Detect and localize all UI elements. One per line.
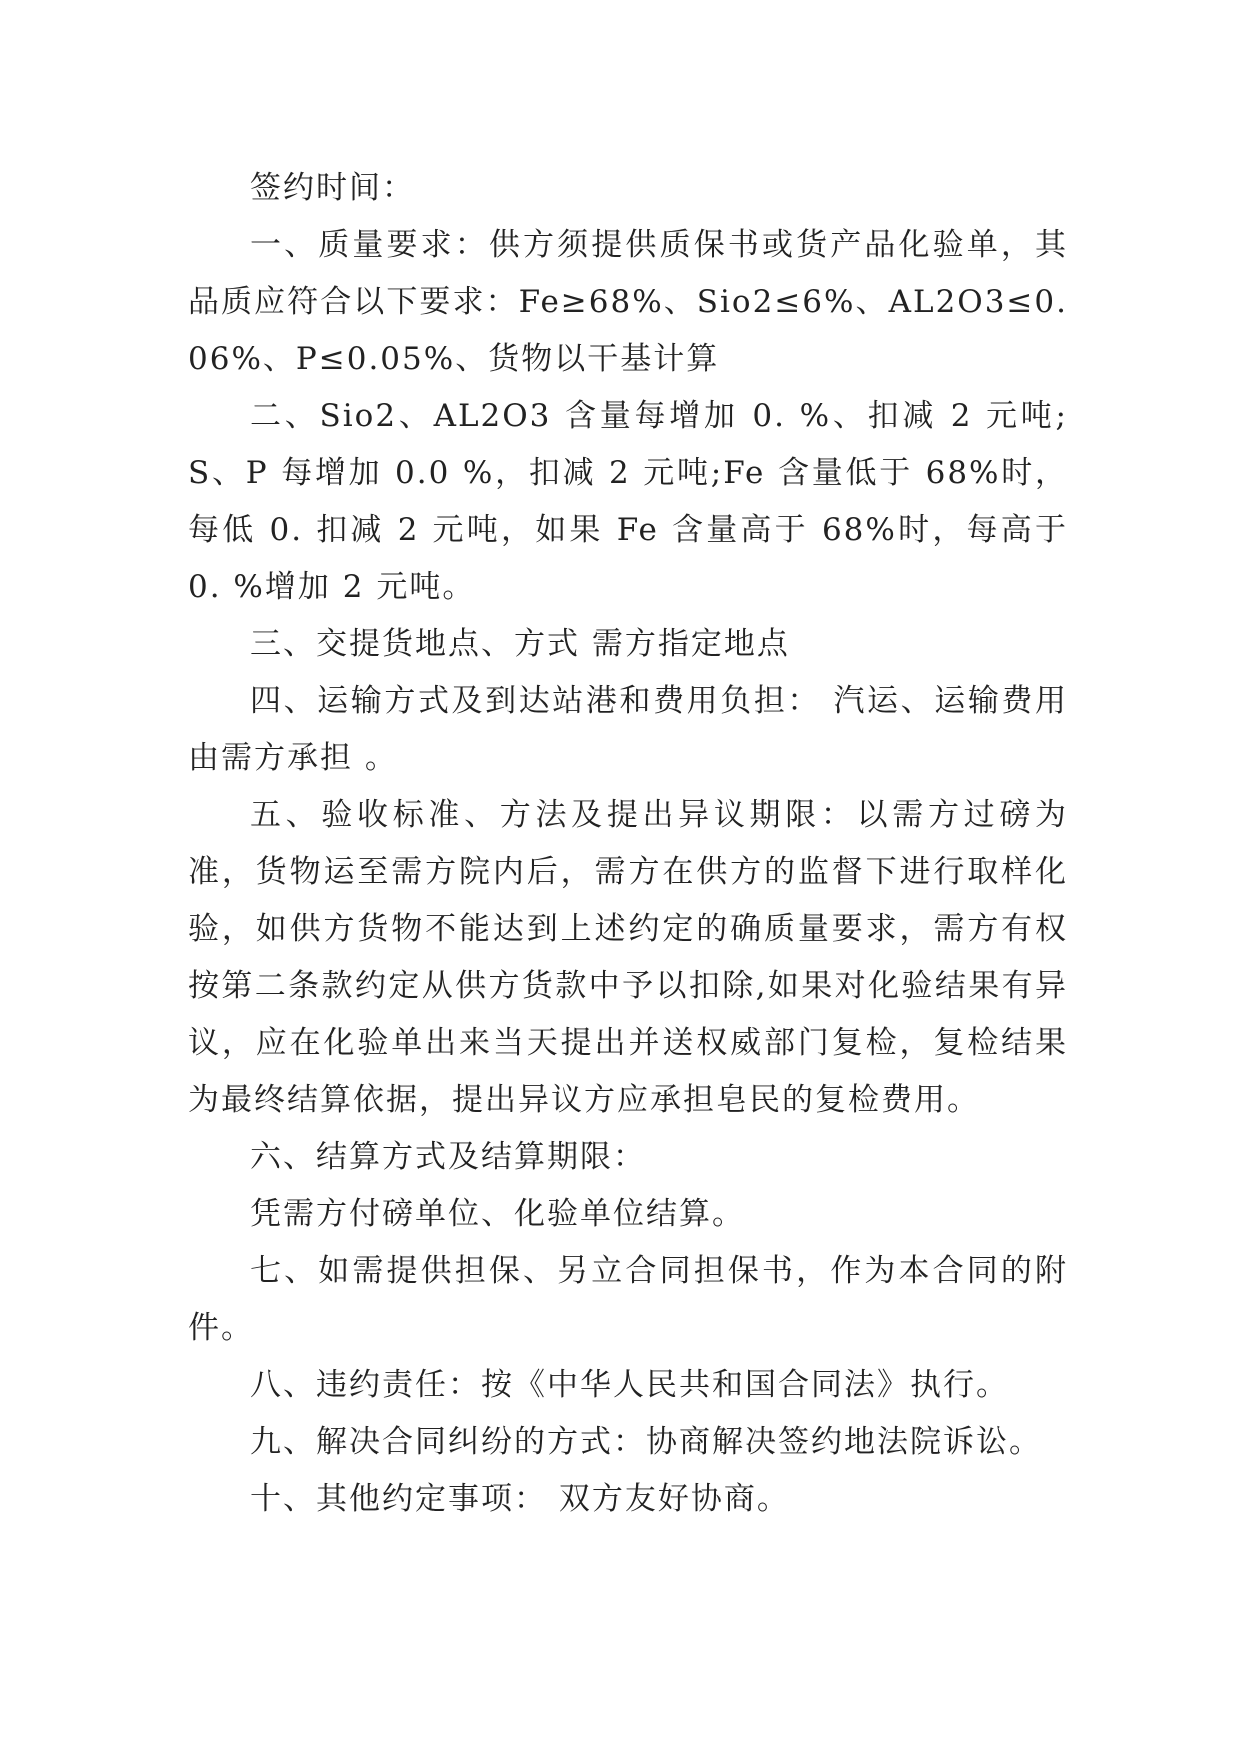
- settlement-basis-paragraph: 凭需方付磅单位、化验单位结算。: [250, 1196, 745, 1232]
- signing-time-paragraph: 签约时间：: [250, 170, 415, 206]
- acceptance-paragraph: 五、验收标准、方法及提出异议期限：以需方过磅为准，货物运至需方院内后，需方在供方的监督下进行取样化验，如供方货物不能达到上述约定的确质量要求，需方有权按第二条款约定从供方货款中予以扣除,如果对化验结果有异议，应在化验单出来当天提出并送权威部门复检，复检结果为最终结算依据，提出异议方应承担皂民的复检费用。: [188, 797, 1068, 1118]
- transport-paragraph: 四、运输方式及到达站港和费用负担： 汽运、运输费用由需方承担 。: [188, 683, 1068, 776]
- dispute-resolution-paragraph: 九、解决合同纠纷的方式：协商解决签约地法院诉讼。: [250, 1424, 1042, 1460]
- deduction-terms-paragraph: 二、Sio2、AL2O3 含量每增加 0. %、扣减 2 元吨;S、P 每增加 0.0 %，扣减 2 元吨;Fe 含量低于 68%时，每低 0. 扣减 2 元吨，如果 Fe 含量高于 68%时，每高于 0. %增加 2 元吨。: [188, 398, 1068, 605]
- contract-body: [188, 160, 1068, 1528]
- quality-requirements-paragraph: 一、质量要求：供方须提供质保书或货产品化验单，其品质应符合以下要求：Fe≥68%、Sio2≤6%、AL2O3≤0.06%、P≤0.05%、货物以干基计算: [188, 227, 1068, 377]
- delivery-location-paragraph: 三、交提货地点、方式 需方指定地点: [250, 626, 790, 662]
- other-matters-paragraph: 十、其他约定事项： 双方友好协商。: [250, 1481, 790, 1517]
- settlement-heading-paragraph: 六、结算方式及结算期限：: [250, 1139, 646, 1175]
- liability-paragraph: 八、违约责任：按《中华人民共和国合同法》执行。: [250, 1367, 1009, 1403]
- guarantee-paragraph: 七、如需提供担保、另立合同担保书，作为本合同的附件。: [188, 1253, 1068, 1346]
